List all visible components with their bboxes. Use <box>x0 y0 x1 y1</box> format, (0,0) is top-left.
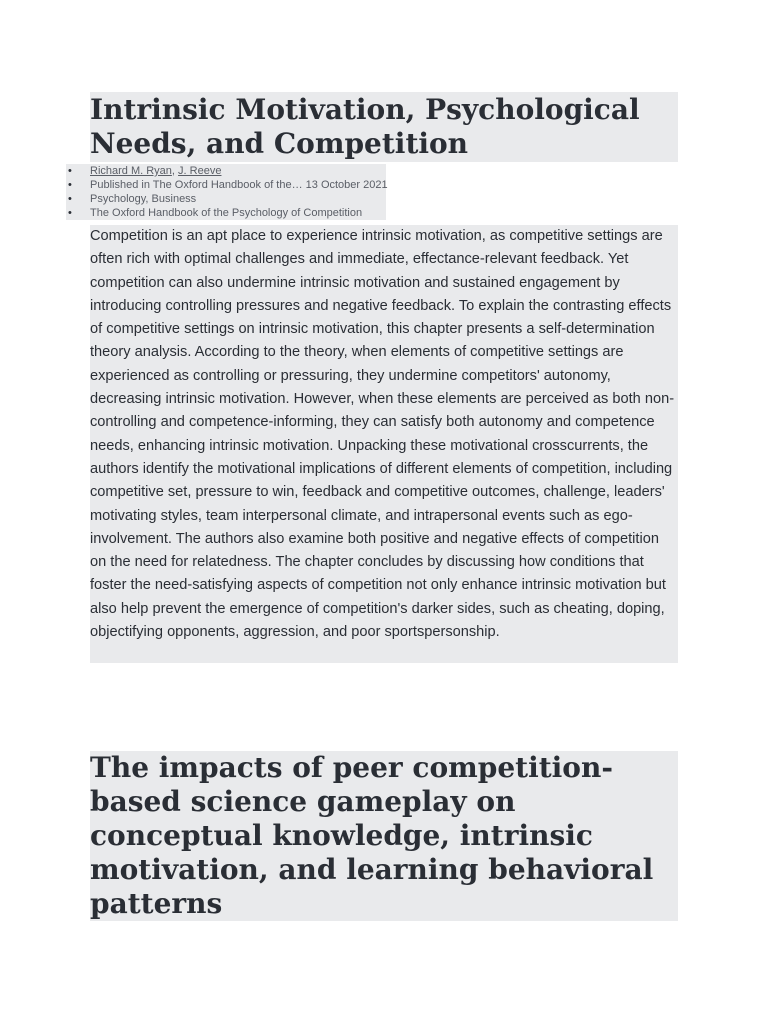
author-link-ryan[interactable]: Richard M. Ryan <box>90 165 172 177</box>
metadata-venue <box>66 206 386 220</box>
article-abstract: Competition is an apt place to experience intrinsic motivation, as competitive settings are often rich with optimal challenges and immediate, effectance-relevant feedback. Yet competition can also undermine intrinsic motivation and sustained engagement by introducing controlling pressures and negative feedback. To explain the contrasting effects of competitive settings on intrinsic motivation, this chapter presents a self-determination theory analysis. According to the theory, when elements of competitive settings are experienced as controlling or pressuring, they undermine competitors' autonomy, decreasing intrinsic motivation. However, when these elements are perceived as both non-controlling and competence-informing, they can satisfy both autonomy and competence needs, enhancing intrinsic motivation. Unpacking these motivational crosscurrents, the authors identify the motivational implications of different elements of competition, including competitive set, pressure to win, feedback and competitive outcomes, challenge, leaders' motivating styles, team interpersonal climate, and intrapersonal events such as ego-involvement. The authors also examine both positive and negative effects of competition on the need for relatedness. The chapter concludes by discussing how conditions that foster the need-satisfying aspects of competition not only enhance intrinsic motivation but also help prevent the emergence of competition's darker sides, such as cheating, doping, objectifying opponents, aggression, and poor sportspersonship. <box>90 225 678 663</box>
bullet-icon: • <box>68 179 72 191</box>
metadata-fields <box>66 192 386 206</box>
bullet-icon: • <box>68 207 72 219</box>
author-separator: , <box>171 165 179 177</box>
bullet-icon: • <box>68 165 72 177</box>
fields-text: Psychology, Business <box>90 193 197 205</box>
published-text: Published in The Oxford Handbook of the… 13 October 2021 <box>90 179 388 191</box>
author-link-reeve[interactable]: J. Reeve <box>178 165 222 177</box>
metadata-authors <box>66 164 386 178</box>
bullet-icon: • <box>68 193 72 205</box>
article-title-2: The impacts of peer competition-based science gameplay on conceptual knowledge, intrinsic motivation, and learning behavioral patterns <box>90 751 678 921</box>
metadata-published <box>66 178 386 192</box>
article-title: Intrinsic Motivation, Psychological Needs, and Competition <box>90 92 678 162</box>
venue-text: The Oxford Handbook of the Psychology of Competition <box>90 207 363 219</box>
article-metadata-list <box>66 164 386 220</box>
